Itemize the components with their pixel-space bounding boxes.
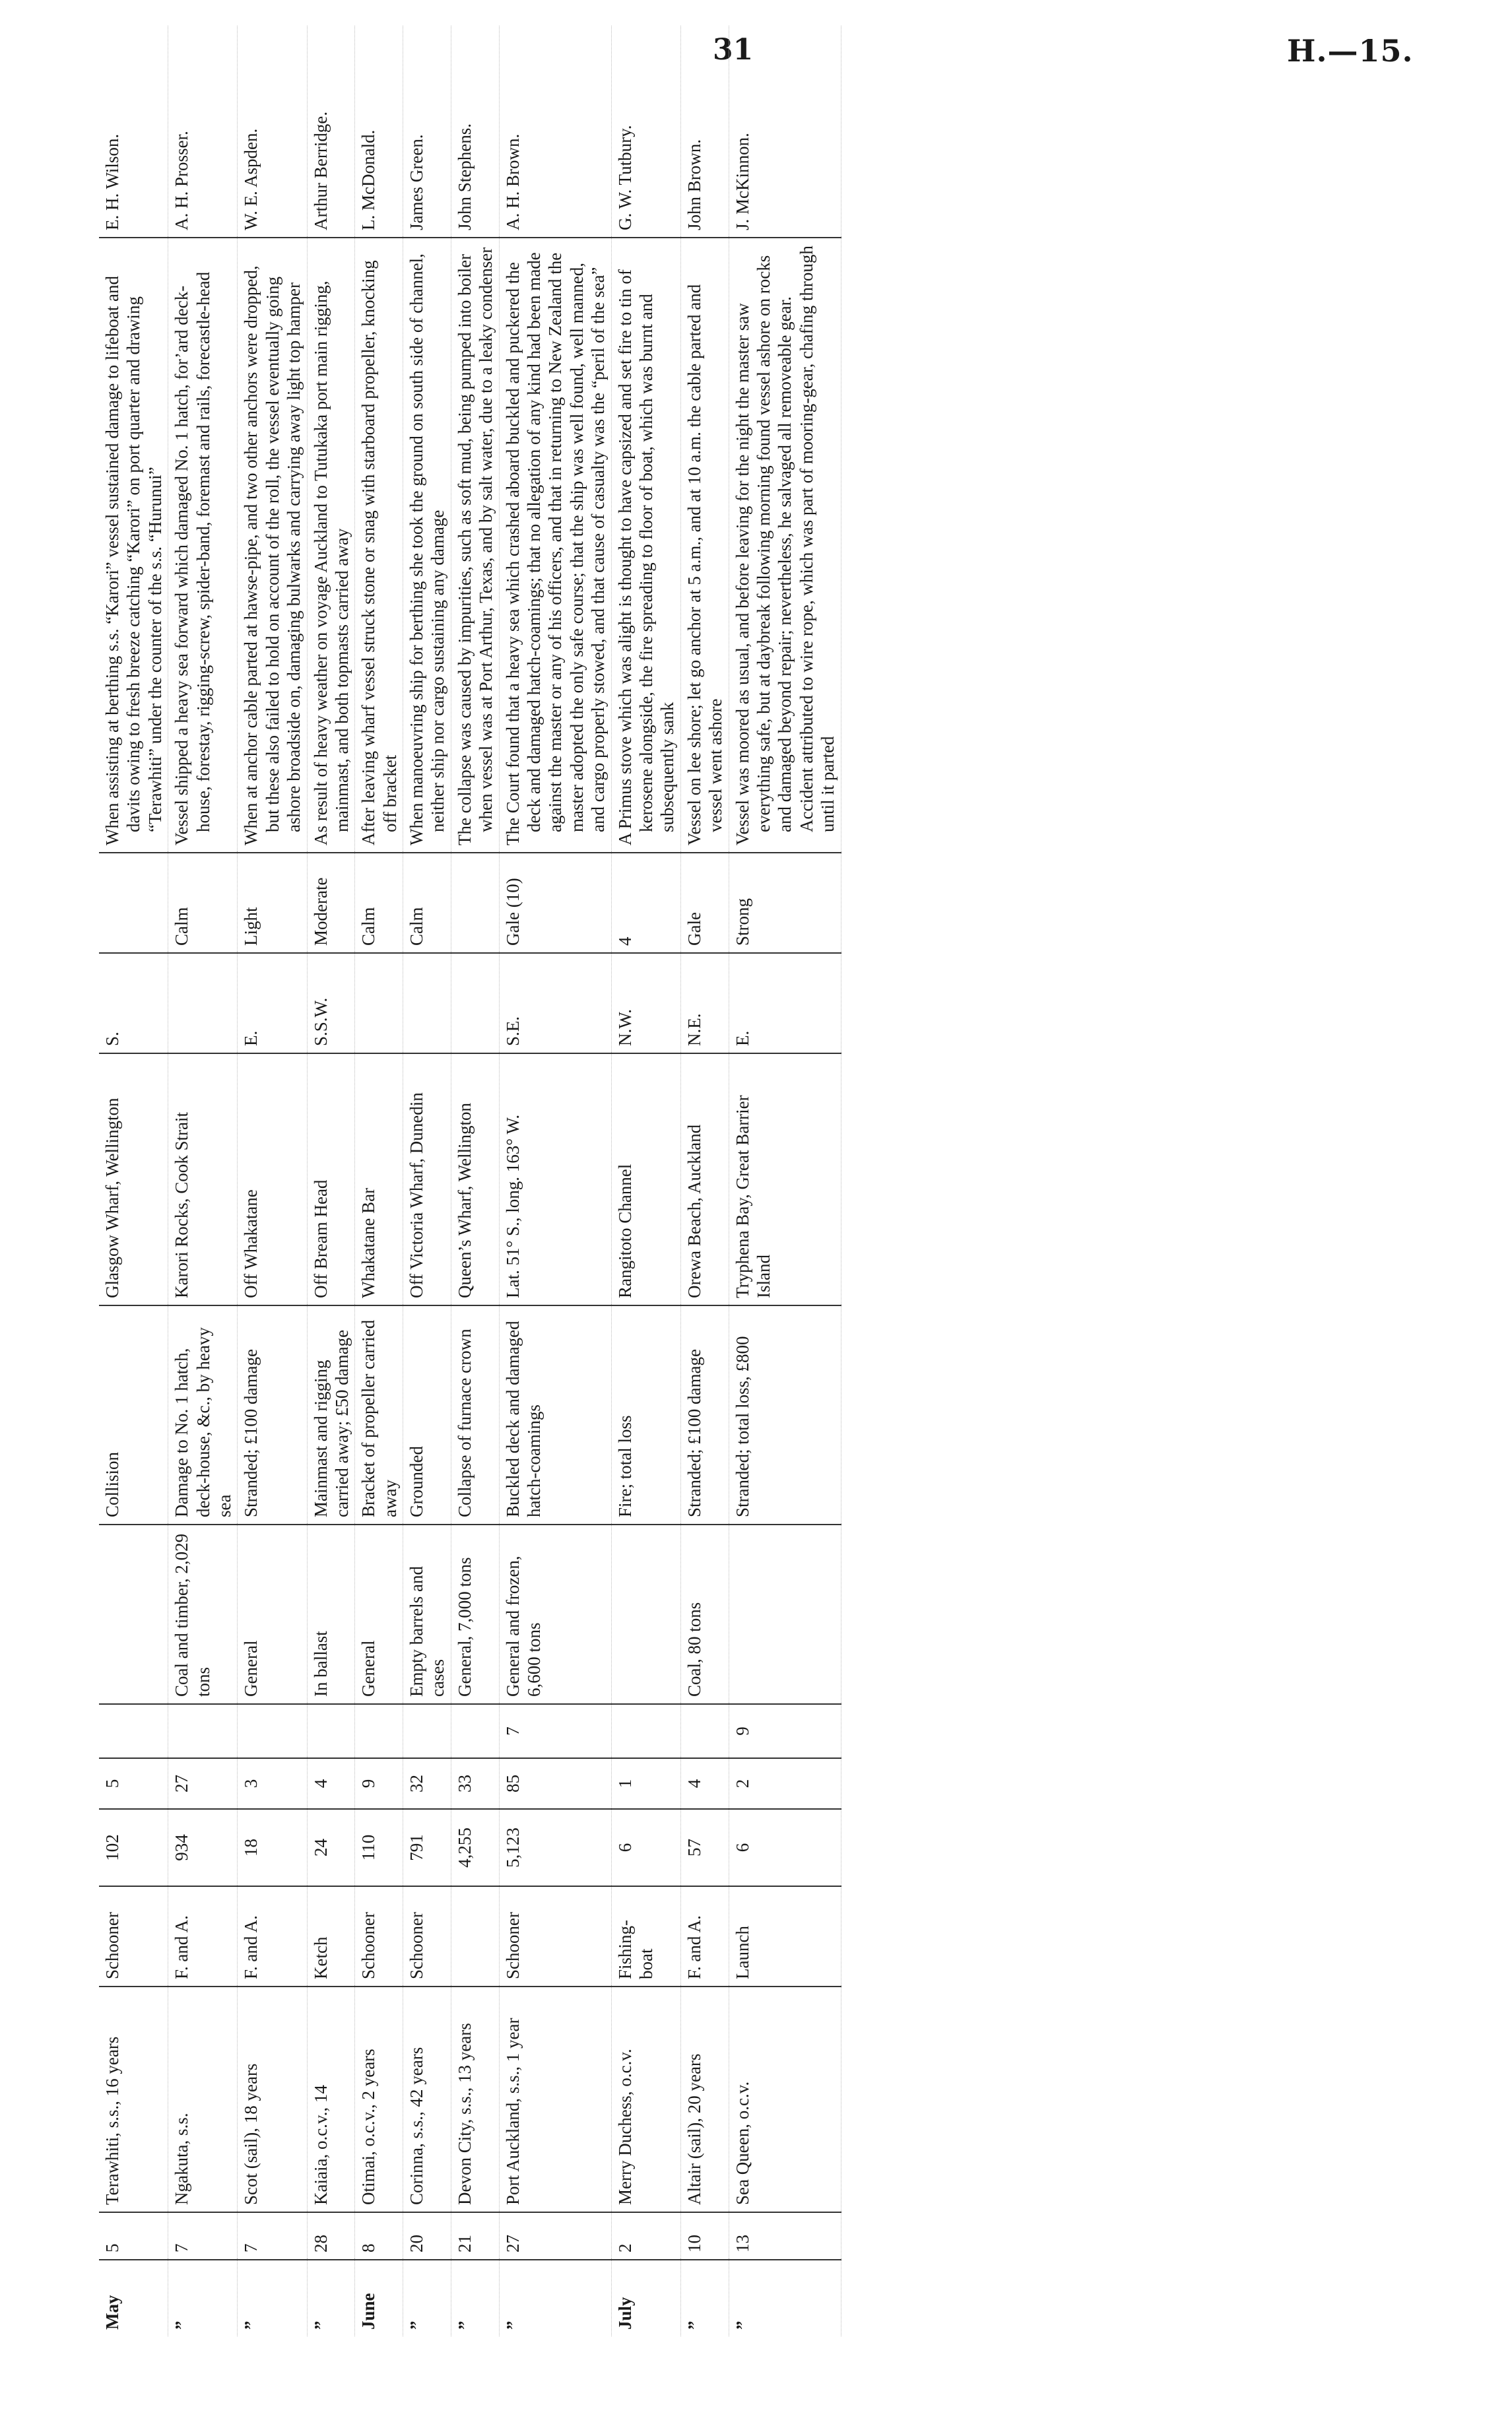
- crew-cell: 27: [168, 1758, 238, 1809]
- page-number: 31: [713, 33, 754, 67]
- vessel-cell: Corinna, s.s., 42 years: [403, 1987, 451, 2212]
- tonnage-cell: 102: [99, 1809, 168, 1886]
- place-cell: Orewa Beach, Auckland: [680, 1053, 729, 1305]
- nature-of-casualty-cell: Stranded; £100 damage: [680, 1305, 729, 1525]
- rig-cell: Schooner: [355, 1886, 403, 1987]
- table-row: [238, 26, 307, 2336]
- rig-cell: F. and A.: [238, 1886, 307, 1987]
- rig-cell: Schooner: [99, 1886, 168, 1987]
- passengers-cell: 9: [729, 1704, 841, 1758]
- rig-cell: [451, 1886, 499, 1987]
- month-cell: ”: [454, 2320, 475, 2330]
- wind-direction-cell: E.: [729, 953, 841, 1053]
- day-cell: 7: [238, 2212, 307, 2260]
- place-cell: Glasgow Wharf, Wellington: [99, 1053, 168, 1305]
- cargo-cell: General: [355, 1525, 403, 1704]
- rig-cell: Launch: [729, 1886, 841, 1987]
- wind-force-cell: Gale: [680, 853, 729, 953]
- nature-of-casualty-cell: Buckled deck and damaged hatch-coamings: [499, 1305, 611, 1525]
- wind-force-cell: 4: [611, 853, 680, 953]
- vessel-cell: Otimai, o.c.v., 2 years: [355, 1987, 403, 2212]
- cause-cell: After leaving wharf vessel struck stone or snag with starboard propeller, knocking off bracket: [355, 238, 403, 853]
- crew-cell: 9: [355, 1758, 403, 1809]
- nature-of-casualty-cell: Damage to No. 1 hatch, deck-house, &c., by heavy sea: [168, 1305, 238, 1525]
- officer-cell: E. H. Wilson.: [99, 26, 168, 238]
- month-cell: ”: [732, 2320, 752, 2330]
- table-row: [680, 26, 729, 2336]
- place-cell: Karori Rocks, Cook Strait: [168, 1053, 238, 1305]
- cause-cell: As result of heavy weather on voyage Auckland to Tutukaka port main rigging, mainmast, and both topmasts carried away: [307, 238, 355, 853]
- wind-direction-cell: N.E.: [680, 953, 729, 1053]
- tonnage-cell: 24: [307, 1809, 355, 1886]
- rig-cell: Schooner: [403, 1886, 451, 1987]
- crew-cell: 5: [99, 1758, 168, 1809]
- crew-cell: 2: [729, 1758, 841, 1809]
- tonnage-cell: 934: [168, 1809, 238, 1886]
- rig-cell: Fishing-boat: [611, 1886, 680, 1987]
- wind-force-cell: Calm: [403, 853, 451, 953]
- cause-cell: A Primus stove which was alight is thought to have capsized and set fire to tin of kerosene alongside, the fire spreading to floor of boat, which was burnt and subsequently sank: [611, 238, 680, 853]
- cargo-cell: General: [238, 1525, 307, 1704]
- cargo-cell: Empty barrels and cases: [403, 1525, 451, 1704]
- day-cell: 7: [168, 2212, 238, 2260]
- officer-cell: John Brown.: [680, 26, 729, 238]
- officer-cell: L. McDonald.: [355, 26, 403, 238]
- table-row: [729, 26, 841, 2336]
- month-cell: ”: [407, 2320, 427, 2330]
- casualty-table: [99, 26, 841, 2336]
- day-cell: 5: [99, 2212, 168, 2260]
- tonnage-cell: 110: [355, 1809, 403, 1886]
- wind-force-cell: Moderate: [307, 853, 355, 953]
- vessel-cell: Merry Duchess, o.c.v.: [611, 1987, 680, 2212]
- passengers-cell: [99, 1704, 168, 1758]
- place-cell: Off Bream Head: [307, 1053, 355, 1305]
- wind-force-cell: [451, 853, 499, 953]
- cause-cell: When assisting at berthing s.s. “Karori” vessel sustained damage to lifeboat and davits owing to fresh breeze catching “Karori” on port quarter and drawing “Terawhiti” under the counter of the s.s. “Hurunui”: [99, 238, 168, 853]
- month-cell: ”: [684, 2320, 704, 2330]
- wind-direction-cell: [355, 953, 403, 1053]
- crew-cell: 1: [611, 1758, 680, 1809]
- wind-direction-cell: [451, 953, 499, 1053]
- vessel-cell: Port Auckland, s.s., 1 year: [499, 1987, 611, 2212]
- tonnage-cell: 6: [611, 1809, 680, 1886]
- nature-of-casualty-cell: Mainmast and rigging carried away; £50 damage: [307, 1305, 355, 1525]
- tonnage-cell: 18: [238, 1809, 307, 1886]
- wind-force-cell: Strong: [729, 853, 841, 953]
- nature-of-casualty-cell: Stranded; total loss, £800: [729, 1305, 841, 1525]
- cause-cell: The Court found that a heavy sea which crashed aboard buckled and puckered the deck and damaged hatch-coamings; that no allegation of any kind had been made against the master or any of his officers, and that in returning to New Zealand the master adopted the only safe course; that the ship was well found, well manned, and cargo properly stowed, and that cause of casualty was the “peril of the sea”: [499, 238, 611, 853]
- cause-cell: When manoeuvring ship for berthing she took the ground on south side of channel, neither ship nor cargo sustaining any damage: [403, 238, 451, 853]
- cause-cell: The collapse was caused by impurities, such as soft mud, being pumped into boiler when vessel was at Port Arthur, Texas, and by salt water, due to a leaky condenser: [451, 238, 499, 853]
- month-cell: May: [102, 2295, 122, 2330]
- day-cell: 8: [355, 2212, 403, 2260]
- rig-cell: Ketch: [307, 1886, 355, 1987]
- tonnage-cell: 57: [680, 1809, 729, 1886]
- crew-cell: 32: [403, 1758, 451, 1809]
- cargo-cell: [99, 1525, 168, 1704]
- passengers-cell: [355, 1704, 403, 1758]
- nature-of-casualty-cell: Stranded; £100 damage: [238, 1305, 307, 1525]
- table-row: [307, 26, 355, 2336]
- cause-cell: Vessel on lee shore; let go anchor at 5 a.m., and at 10 a.m. the cable parted and vessel went ashore: [680, 238, 729, 853]
- rig-cell: F. and A.: [680, 1886, 729, 1987]
- cause-cell: When at anchor cable parted at hawse-pipe, and two other anchors were dropped, but these also failed to hold on account of the roll, the vessel eventually going ashore broadside on, damaging bulwarks and carrying away light top hamper: [238, 238, 307, 853]
- table-row: [168, 26, 238, 2336]
- wind-force-cell: Calm: [168, 853, 238, 953]
- cargo-cell: General and frozen, 6,600 tons: [499, 1525, 611, 1704]
- officer-cell: James Green.: [403, 26, 451, 238]
- nature-of-casualty-cell: Grounded: [403, 1305, 451, 1525]
- day-cell: 28: [307, 2212, 355, 2260]
- cargo-cell: Coal and timber, 2,029 tons: [168, 1525, 238, 1704]
- table-row: [499, 26, 611, 2336]
- cargo-cell: Coal, 80 tons: [680, 1525, 729, 1704]
- nature-of-casualty-cell: Collapse of furnace crown: [451, 1305, 499, 1525]
- officer-cell: A. H. Brown.: [499, 26, 611, 238]
- nature-of-casualty-cell: Fire; total loss: [611, 1305, 680, 1525]
- officer-cell: Arthur Berridge.: [307, 26, 355, 238]
- vessel-cell: Altair (sail), 20 years: [680, 1987, 729, 2212]
- passengers-cell: [168, 1704, 238, 1758]
- table-row: [99, 26, 168, 2336]
- table-row: [355, 26, 403, 2336]
- day-cell: 20: [403, 2212, 451, 2260]
- month-cell: ”: [241, 2320, 261, 2330]
- day-cell: 2: [611, 2212, 680, 2260]
- casualty-table-rotated: [99, 112, 1393, 2336]
- month-cell: June: [358, 2293, 379, 2330]
- cause-cell: Vessel shipped a heavy sea forward which damaged No. 1 hatch, for’ard deck-house, forestay, rigging-screw, spider-band, foremast and rails, forecastle-head: [168, 238, 238, 853]
- place-cell: Whakatane Bar: [355, 1053, 403, 1305]
- rig-cell: Schooner: [499, 1886, 611, 1987]
- vessel-cell: Kaiaia, o.c.v., 14: [307, 1987, 355, 2212]
- wind-force-cell: [99, 853, 168, 953]
- wind-direction-cell: S.E.: [499, 953, 611, 1053]
- wind-force-cell: Light: [238, 853, 307, 953]
- officer-cell: A. H. Prosser.: [168, 26, 238, 238]
- passengers-cell: [611, 1704, 680, 1758]
- passengers-cell: [680, 1704, 729, 1758]
- wind-direction-cell: [168, 953, 238, 1053]
- tonnage-cell: 6: [729, 1809, 841, 1886]
- passengers-cell: [403, 1704, 451, 1758]
- month-cell: ”: [310, 2320, 331, 2330]
- day-cell: 27: [499, 2212, 611, 2260]
- rig-cell: F. and A.: [168, 1886, 238, 1987]
- officer-cell: W. E. Aspden.: [238, 26, 307, 238]
- day-cell: 13: [729, 2212, 841, 2260]
- nature-of-casualty-cell: Collision: [99, 1305, 168, 1525]
- place-cell: Tryphena Bay, Great Barrier Island: [729, 1053, 841, 1305]
- passengers-cell: 7: [499, 1704, 611, 1758]
- wind-direction-cell: [403, 953, 451, 1053]
- wind-direction-cell: S.: [99, 953, 168, 1053]
- nature-of-casualty-cell: Bracket of propeller carried away: [355, 1305, 403, 1525]
- tonnage-cell: 791: [403, 1809, 451, 1886]
- crew-cell: 33: [451, 1758, 499, 1809]
- wind-direction-cell: N.W.: [611, 953, 680, 1053]
- wind-force-cell: Calm: [355, 853, 403, 953]
- cargo-cell: [611, 1525, 680, 1704]
- passengers-cell: [451, 1704, 499, 1758]
- document-code: H.—15.: [1287, 33, 1414, 69]
- officer-cell: John Stephens.: [451, 26, 499, 238]
- wind-direction-cell: S.S.W.: [307, 953, 355, 1053]
- vessel-cell: Sea Queen, o.c.v.: [729, 1987, 841, 2212]
- casualty-table-body: [99, 26, 841, 2336]
- place-cell: Off Victoria Wharf, Dunedin: [403, 1053, 451, 1305]
- day-cell: 21: [451, 2212, 499, 2260]
- crew-cell: 85: [499, 1758, 611, 1809]
- table-row: [403, 26, 451, 2336]
- passengers-cell: [238, 1704, 307, 1758]
- vessel-cell: Ngakuta, s.s.: [168, 1987, 238, 2212]
- place-cell: Off Whakatane: [238, 1053, 307, 1305]
- crew-cell: 3: [238, 1758, 307, 1809]
- day-cell: 10: [680, 2212, 729, 2260]
- month-cell: ”: [502, 2320, 523, 2330]
- cargo-cell: [729, 1525, 841, 1704]
- vessel-cell: Terawhiti, s.s., 16 years: [99, 1987, 168, 2212]
- tonnage-cell: 5,123: [499, 1809, 611, 1886]
- place-cell: Queen’s Wharf, Wellington: [451, 1053, 499, 1305]
- wind-force-cell: Gale (10): [499, 853, 611, 953]
- table-row: [451, 26, 499, 2336]
- cause-cell: Vessel was moored as usual, and before leaving for the night the master saw everything safe, but at daybreak following morning found vessel ashore on rocks and damaged beyond repair; nevertheless, he salvaged all removeable gear. Accident attributed to wire rope, which was part of mooring-gear, chafing through until it parted: [729, 238, 841, 853]
- month-cell: July: [614, 2297, 635, 2330]
- cargo-cell: General, 7,000 tons: [451, 1525, 499, 1704]
- crew-cell: 4: [680, 1758, 729, 1809]
- month-cell: ”: [172, 2320, 192, 2330]
- vessel-cell: Devon City, s.s., 13 years: [451, 1987, 499, 2212]
- place-cell: Rangitoto Channel: [611, 1053, 680, 1305]
- tonnage-cell: 4,255: [451, 1809, 499, 1886]
- passengers-cell: [307, 1704, 355, 1758]
- table-row: [611, 26, 680, 2336]
- officer-cell: J. McKinnon.: [729, 26, 841, 238]
- place-cell: Lat. 51° S., long. 163° W.: [499, 1053, 611, 1305]
- cargo-cell: In ballast: [307, 1525, 355, 1704]
- vessel-cell: Scot (sail), 18 years: [238, 1987, 307, 2212]
- crew-cell: 4: [307, 1758, 355, 1809]
- wind-direction-cell: E.: [238, 953, 307, 1053]
- officer-cell: G. W. Tutbury.: [611, 26, 680, 238]
